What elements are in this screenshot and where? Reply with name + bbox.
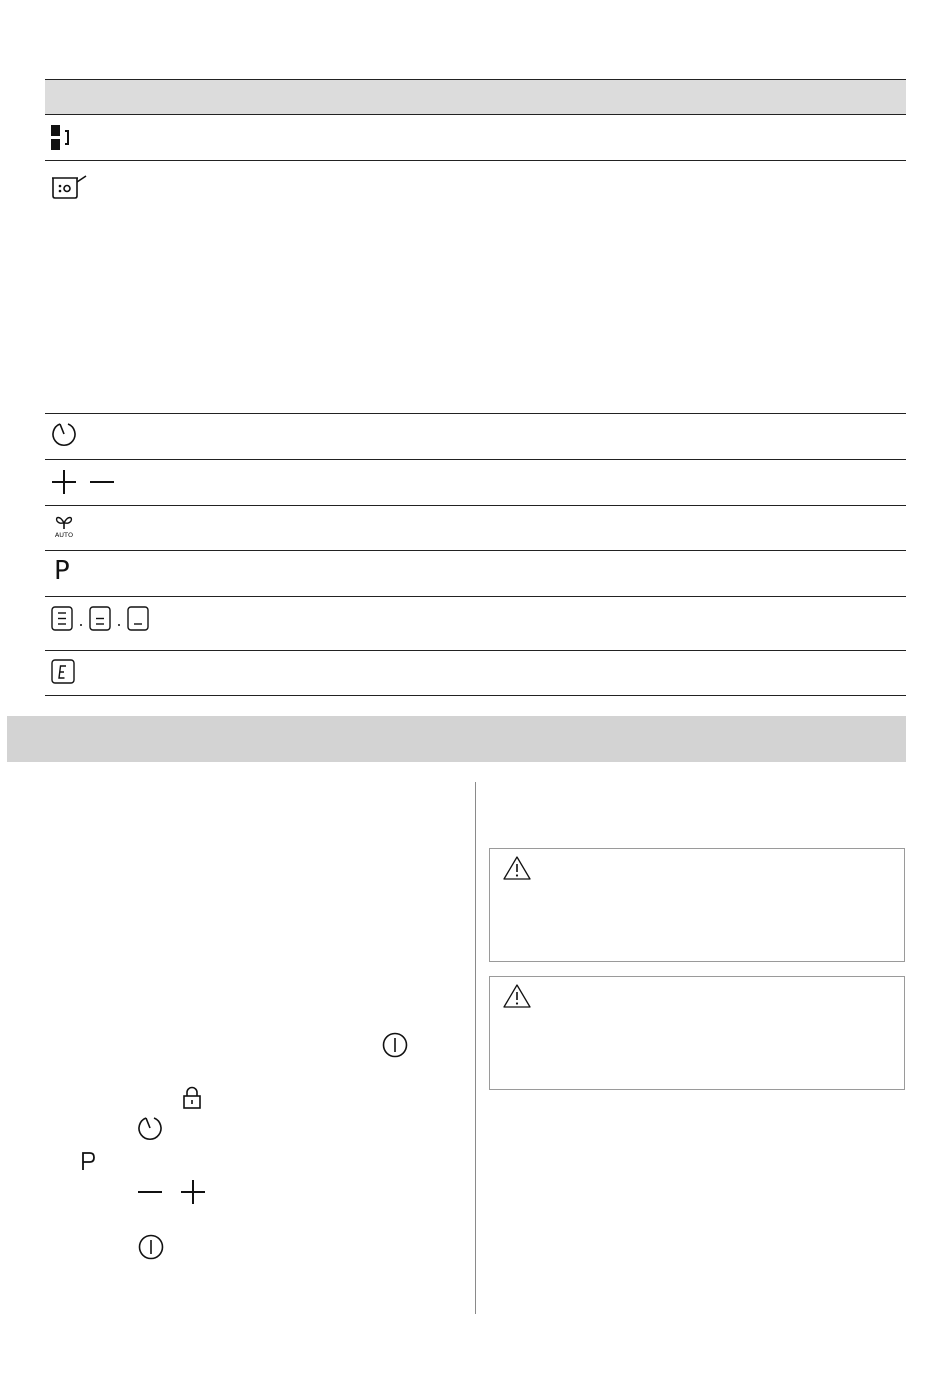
minus-icon <box>137 1179 163 1205</box>
warning-triangle-icon <box>502 855 532 881</box>
row-divider <box>45 550 906 551</box>
fan-auto-label: AUTO <box>54 531 74 539</box>
row-divider <box>45 505 906 506</box>
warning-box <box>489 976 905 1090</box>
hob-cooking-zone-indicator-icon <box>51 125 75 151</box>
minus-icon <box>89 469 115 495</box>
section-title-bar <box>7 716 906 762</box>
plus-icon <box>51 469 77 495</box>
row-divider <box>45 596 906 597</box>
power-icon <box>382 1032 408 1058</box>
pot-detection-icon <box>51 172 93 200</box>
row-divider <box>45 459 906 460</box>
residual-heat-icons <box>51 606 155 632</box>
timer-icon <box>51 422 77 449</box>
plus-icon <box>180 1179 206 1205</box>
row-divider <box>45 413 906 414</box>
warning-triangle-icon <box>502 983 532 1009</box>
row-divider <box>45 650 906 651</box>
row-divider <box>45 695 906 696</box>
power-icon <box>138 1234 164 1260</box>
p-symbol-icon <box>81 1150 97 1172</box>
fan-auto-icon <box>51 513 77 539</box>
lock-icon <box>181 1086 203 1110</box>
timer-icon <box>137 1116 163 1143</box>
error-code-icon <box>51 659 75 685</box>
table-header-row <box>45 79 906 115</box>
warning-box <box>489 848 905 962</box>
power-boost-icon: P <box>54 556 70 586</box>
column-divider <box>475 782 476 1314</box>
row-divider <box>45 160 906 161</box>
